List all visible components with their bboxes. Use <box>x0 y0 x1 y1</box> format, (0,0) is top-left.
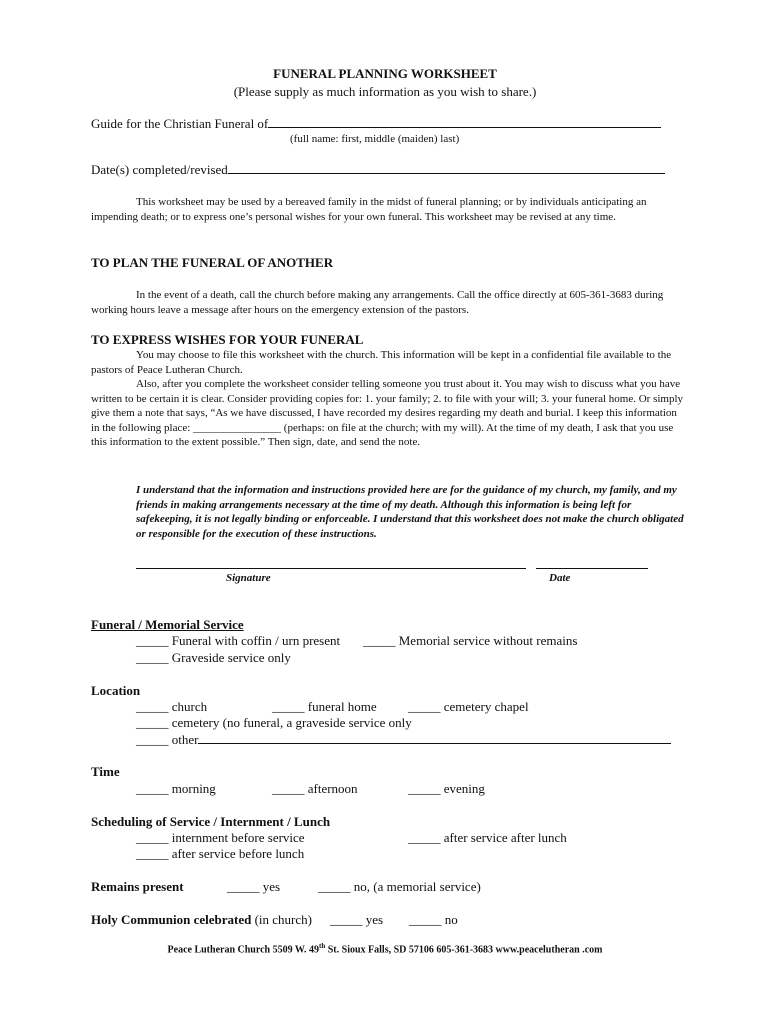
time-option-morning[interactable]: _____ morning <box>136 781 216 796</box>
time-option-afternoon[interactable]: _____ afternoon <box>272 781 358 796</box>
dates-field[interactable] <box>91 162 665 178</box>
location-option-funeral-home[interactable]: _____ funeral home <box>272 699 377 714</box>
full-name-blank[interactable] <box>268 116 661 128</box>
time-heading: Time <box>91 764 120 779</box>
express-wishes-heading: TO EXPRESS WISHES FOR YOUR FUNERAL <box>91 332 364 347</box>
express-wishes-p2: Also, after you complete the worksheet consider telling someone you trust about it. You may wish to discuss what you have written to be certain it is clear. Consider providing copies for: 1. your family; 2. to file with your will; 3. your funeral home. Or simply give them a note that says, “As we have discussed, I have recorded my desires regarding my death and burial. I keep this information in the following place: ________________ (perhaps: on file at the church; with my will). At the time of my death, I ask that you use this information to the extent possible.” Then sign, date, and send the note. <box>91 378 684 448</box>
location-other-blank[interactable] <box>198 732 671 744</box>
service-heading: Funeral / Memorial Service <box>91 617 244 632</box>
scheduling-option-before-lunch[interactable]: _____ after service before lunch <box>136 846 305 861</box>
remains-option-yes[interactable]: _____ yes <box>227 879 281 894</box>
page-title: FUNERAL PLANNING WORKSHEET <box>273 66 497 81</box>
service-option-graveside[interactable]: _____ Graveside service only <box>136 650 291 665</box>
dates-label: Date(s) completed/revised <box>91 162 228 177</box>
page-subtitle: (Please supply as much information as you wish to share.) <box>233 84 537 99</box>
remains-option-no[interactable]: _____ no, (a memorial service) <box>318 879 481 894</box>
communion-option-no[interactable]: _____ no <box>409 912 458 927</box>
signature-label: Signature <box>226 572 271 584</box>
service-option-memorial[interactable]: _____ Memorial service without remains <box>363 633 578 648</box>
remains-heading: Remains present <box>91 879 184 894</box>
dates-blank[interactable] <box>228 162 665 174</box>
service-option-funeral[interactable]: _____ Funeral with coffin / urn present <box>136 633 341 648</box>
location-other-label: _____ other <box>136 732 199 747</box>
express-wishes-p1: You may choose to file this worksheet with the church. This information will be kept in a confidential file available to the pastors of Peace Lutheran Church. <box>91 349 672 376</box>
time-option-evening[interactable]: _____ evening <box>408 781 485 796</box>
full-name-hint: (full name: first, middle (maiden) last) <box>290 133 460 145</box>
guide-field[interactable] <box>91 116 661 132</box>
communion-option-yes[interactable]: _____ yes <box>330 912 384 927</box>
location-option-cemetery-chapel[interactable]: _____ cemetery chapel <box>408 699 529 714</box>
signature-line[interactable] <box>136 568 526 569</box>
date-label: Date <box>549 572 571 584</box>
legal-statement: I understand that the information and instructions provided here are for the guidance of my church, my family, and my friends in making arrangements necessary at the time of my death. Although this information is being left for safekeeping, it is not legally binding or enforceable. I understand that this worksheet does not make the church obligated or responsible for the execution of these instructions. <box>136 484 684 540</box>
plan-another-text: In the event of a death, call the church before making any arrangements. Call the office directly at 605-361-3683 during working hours leave a message after hours on the emergency extension of the pastors. <box>91 289 664 316</box>
communion-row <box>91 912 312 928</box>
footer-address: St. Sioux Falls, SD 57106 605-361-3683 www.peacelutheran .com <box>325 944 603 956</box>
communion-heading: Holy Communion celebrated <box>91 912 252 927</box>
scheduling-heading: Scheduling of Service / Internment / Lunch <box>91 814 331 829</box>
page-footer <box>0 942 770 955</box>
intro-paragraph: This worksheet may be used by a bereaved family in the midst of funeral planning; or by individuals anticipating an impending death; or to express one’s personal wishes for your own funeral. This worksheet may be revised at any time. <box>91 196 647 223</box>
footer-superscript: th <box>319 942 326 950</box>
scheduling-option-after-lunch[interactable]: _____ after service after lunch <box>408 830 567 845</box>
date-line[interactable] <box>536 568 648 569</box>
plan-another-heading: TO PLAN THE FUNERAL OF ANOTHER <box>91 255 334 270</box>
location-option-other[interactable] <box>136 732 671 748</box>
location-option-cemetery[interactable]: _____ cemetery (no funeral, a graveside service only <box>136 715 412 730</box>
scheduling-option-internment-before[interactable]: _____ internment before service <box>136 830 305 845</box>
location-option-church[interactable]: _____ church <box>136 699 208 714</box>
guide-label: Guide for the Christian Funeral of <box>91 116 269 131</box>
communion-qualifier: (in church) <box>254 912 312 927</box>
location-heading: Location <box>91 683 141 698</box>
footer-church: Peace Lutheran Church 5509 W. 49 <box>167 944 320 956</box>
